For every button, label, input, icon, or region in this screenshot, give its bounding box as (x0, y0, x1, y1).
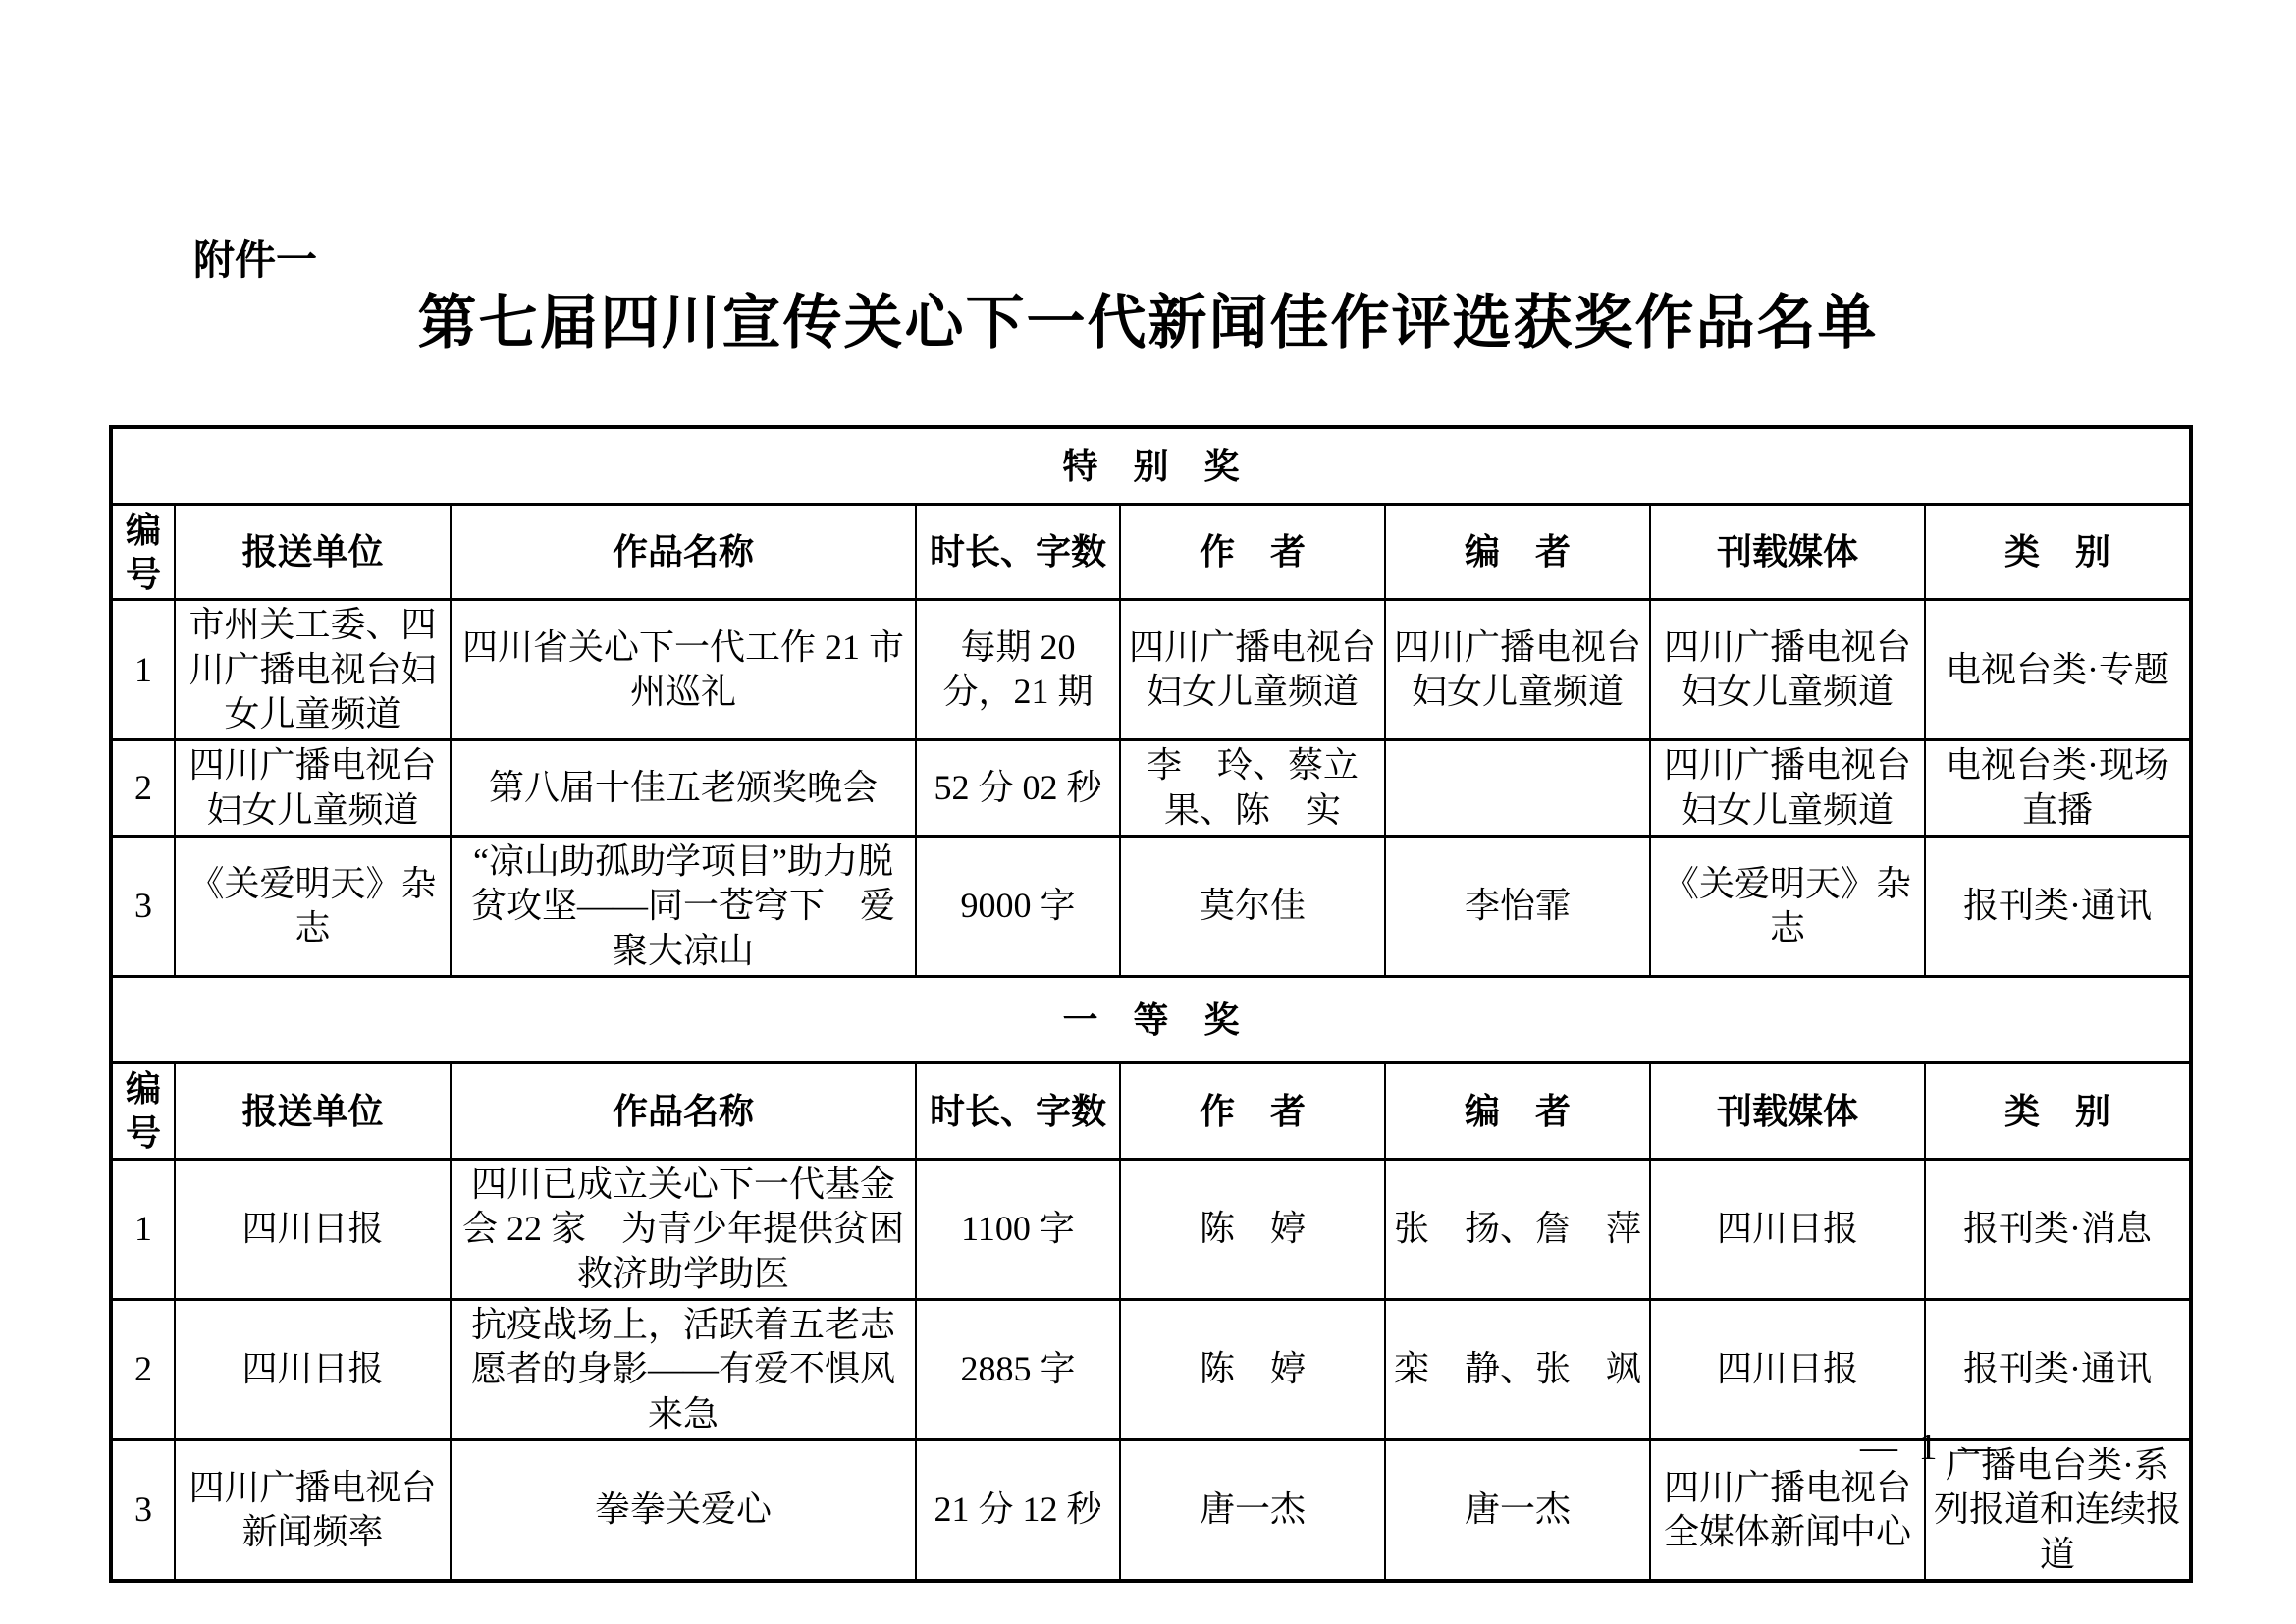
cell-unit: 四川广播电视台新闻频率 (175, 1439, 451, 1581)
column-header-author: 作 者 (1120, 504, 1385, 600)
cell-duration: 每期 20 分，21 期 (916, 600, 1120, 740)
cell-editor: 唐一杰 (1385, 1439, 1650, 1581)
cell-editor: 四川广播电视台妇女儿童频道 (1385, 600, 1650, 740)
cell-category: 电视台类·现场直播 (1925, 740, 2191, 837)
cell-number: 3 (111, 837, 175, 977)
cell-author: 陈 婷 (1120, 1159, 1385, 1299)
cell-unit: 四川日报 (175, 1159, 451, 1299)
cell-author: 李 玲、蔡立果、陈 实 (1120, 740, 1385, 837)
cell-media: 四川日报 (1650, 1299, 1925, 1439)
cell-work: 四川省关心下一代工作 21 市州巡礼 (451, 600, 916, 740)
cell-unit: 市州关工委、四川广播电视台妇女儿童频道 (175, 600, 451, 740)
cell-number: 1 (111, 1159, 175, 1299)
column-header-editor: 编 者 (1385, 504, 1650, 600)
cell-author: 莫尔佳 (1120, 837, 1385, 977)
table-row (111, 740, 2191, 837)
column-header-author: 作 者 (1120, 1063, 1385, 1160)
cell-editor (1385, 740, 1650, 837)
page-title: 第七届四川宣传关心下一代新闻佳作评选获奖作品名单 (417, 290, 1879, 355)
section-title-first-prize: 一 等 奖 (111, 977, 2191, 1063)
table-row (111, 837, 2191, 977)
cell-media: 四川广播电视台妇女儿童频道 (1650, 740, 1925, 837)
cell-media: 《关爱明天》杂志 (1650, 837, 1925, 977)
cell-duration: 9000 字 (916, 837, 1120, 977)
attachment-label: 附件一 (193, 237, 318, 283)
column-header-media: 刊载媒体 (1650, 504, 1925, 600)
cell-number: 3 (111, 1439, 175, 1581)
cell-number: 1 (111, 600, 175, 740)
column-header-category: 类 别 (1925, 504, 2191, 600)
cell-category: 广播电台类·系列报道和连续报道 (1925, 1439, 2191, 1581)
column-header-unit: 报送单位 (175, 1063, 451, 1160)
column-header-category: 类 别 (1925, 1063, 2191, 1160)
table-row (111, 1299, 2191, 1439)
page-number: — 1 — (1860, 1427, 2002, 1468)
cell-duration: 2885 字 (916, 1299, 1120, 1439)
table-row (111, 600, 2191, 740)
cell-category: 报刊类·通讯 (1925, 837, 2191, 977)
column-header-unit: 报送单位 (175, 504, 451, 600)
column-header-work: 作品名称 (451, 504, 916, 600)
cell-media: 四川广播电视台妇女儿童频道 (1650, 600, 1925, 740)
table-row (111, 1159, 2191, 1299)
column-header-editor: 编 者 (1385, 1063, 1650, 1160)
column-header-work: 作品名称 (451, 1063, 916, 1160)
cell-duration: 21 分 12 秒 (916, 1439, 1120, 1581)
column-header-duration: 时长、字数 (916, 1063, 1120, 1160)
section-title-row-first (111, 977, 2191, 1063)
cell-work: 第八届十佳五老颁奖晚会 (451, 740, 916, 837)
column-header-duration: 时长、字数 (916, 504, 1120, 600)
cell-duration: 52 分 02 秒 (916, 740, 1120, 837)
section-title-row-special (111, 427, 2191, 504)
cell-unit: 四川广播电视台妇女儿童频道 (175, 740, 451, 837)
column-header-media: 刊载媒体 (1650, 1063, 1925, 1160)
cell-duration: 1100 字 (916, 1159, 1120, 1299)
column-header-number: 编号 (111, 1063, 175, 1160)
section-title-special-award: 特 别 奖 (111, 427, 2191, 504)
table-header-row (111, 1063, 2191, 1160)
cell-editor: 张 扬、詹 萍 (1385, 1159, 1650, 1299)
awards-table (109, 425, 2193, 1583)
cell-editor: 李怡霏 (1385, 837, 1650, 977)
cell-work: “凉山助孤助学项目”助力脱贫攻坚——同一苍穹下 爱聚大凉山 (451, 837, 916, 977)
table-header-row (111, 504, 2191, 600)
cell-work: 抗疫战场上，活跃着五老志愿者的身影——有爱不惧风来急 (451, 1299, 916, 1439)
cell-number: 2 (111, 740, 175, 837)
cell-work: 四川已成立关心下一代基金会 22 家 为青少年提供贫困救济助学助医 (451, 1159, 916, 1299)
cell-unit: 四川日报 (175, 1299, 451, 1439)
cell-work: 拳拳关爱心 (451, 1439, 916, 1581)
cell-media: 四川广播电视台全媒体新闻中心 (1650, 1439, 1925, 1581)
cell-media: 四川日报 (1650, 1159, 1925, 1299)
cell-editor: 栾 静、张 飒 (1385, 1299, 1650, 1439)
cell-author: 陈 婷 (1120, 1299, 1385, 1439)
cell-category: 电视台类·专题 (1925, 600, 2191, 740)
cell-number: 2 (111, 1299, 175, 1439)
cell-category: 报刊类·消息 (1925, 1159, 2191, 1299)
column-header-number: 编号 (111, 504, 175, 600)
cell-author: 四川广播电视台妇女儿童频道 (1120, 600, 1385, 740)
cell-unit: 《关爱明天》杂志 (175, 837, 451, 977)
cell-author: 唐一杰 (1120, 1439, 1385, 1581)
cell-category: 报刊类·通讯 (1925, 1299, 2191, 1439)
